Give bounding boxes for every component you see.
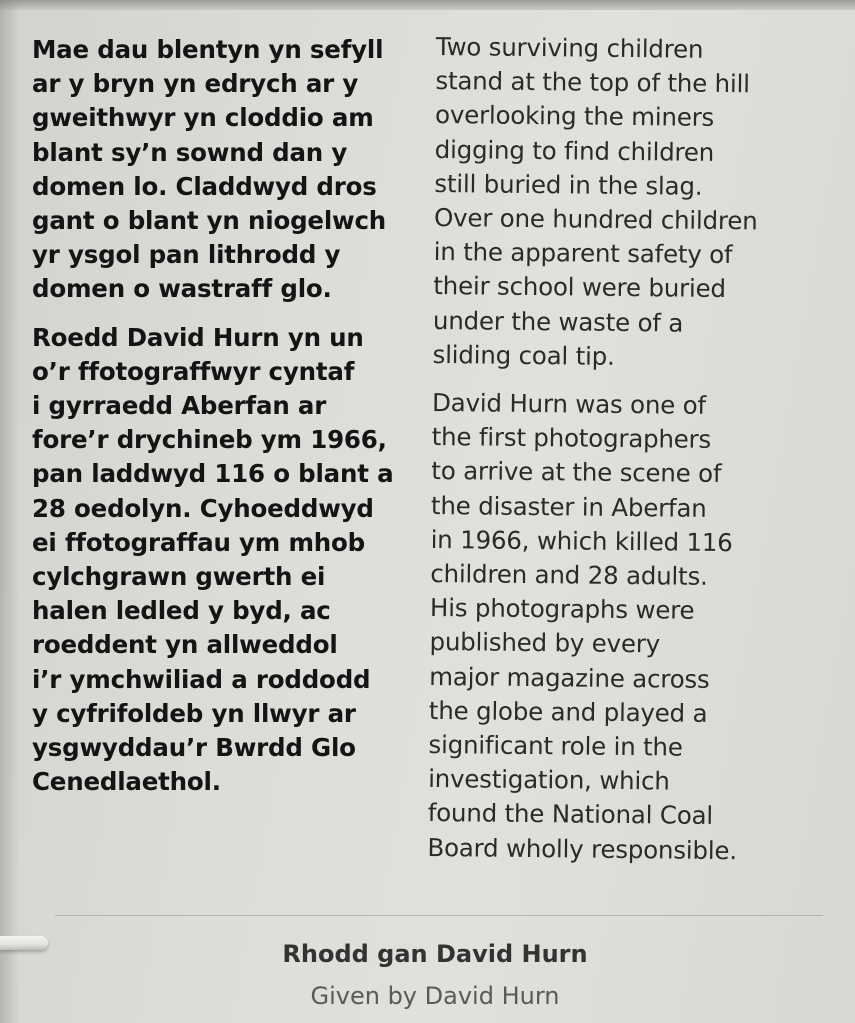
welsh-text-column <box>32 33 427 799</box>
panel-left-shadow <box>0 0 20 1023</box>
panel-top-edge <box>0 0 855 10</box>
mounting-pin <box>0 936 48 950</box>
welsh-paragraph-1: Mae dau blentyn yn sefyll ar y bryn yn edrych ar y gweithwyr yn cloddio am blant sy’n sownd dan y domen lo. Claddwyd dros gant o blant yn niogelwch yr ysgol pan lithrodd y domen o wastraff glo. <box>32 35 387 304</box>
welsh-paragraph-2: Roedd David Hurn yn un o’r ffotograffwyr cyntaf i gyrraedd Aberfan ar fore’r drychineb ym 1966, pan laddwyd 116 o blant a 28 oedolyn. Cyhoeddwyd ei ffotograffau ym mhob cylchgrawn gwerth ei halen ledled y byd, ac roeddent yn allweddol i’r ymchwiliad a roddodd y cyfrifoldeb yn llwyr ar ysgwyddau’r Bwrdd Glo Cenedlaethol. <box>32 322 394 797</box>
english-paragraph-2: David Hurn was one of the first photographers to arrive at the scene of the disaster in Aberfan in 1966, which killed 116 children and 28 adults. His photographs were published by every major magazine across the globe and played a significant role in the investigation, which found the National Coal Board wholly responsible. <box>427 388 738 865</box>
english-paragraph-1: Two surviving children stand at the top of the hill overlooking the miners digging to find children still buried in the slag. Over one hundred children in the apparent safety of their school were buried under the waste of a sliding coal tip. <box>432 31 758 371</box>
english-text-column <box>427 30 846 869</box>
credit-line-english: Given by David Hurn <box>310 982 560 1010</box>
credit-divider <box>55 915 823 916</box>
credit-line-welsh: Rhodd gan David Hurn <box>282 940 588 968</box>
